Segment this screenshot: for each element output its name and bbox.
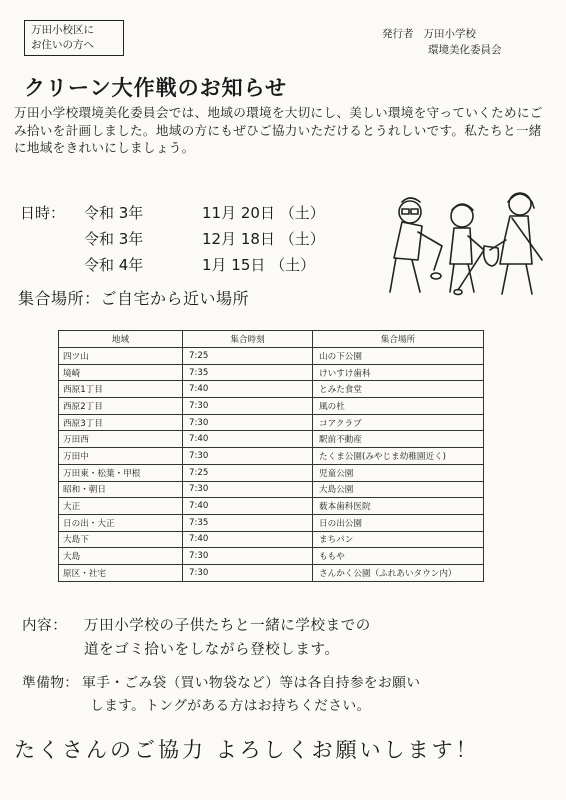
- table-row: [59, 464, 484, 481]
- date-row: [20, 252, 325, 278]
- preparation-label: 準備物：: [22, 675, 79, 691]
- time-cell: 7:30: [183, 448, 313, 465]
- table-row: [59, 448, 484, 465]
- area-cell: 万田西: [59, 431, 183, 448]
- preparation-line-1: 軍手・ごみ袋（買い物袋など）等は各自持参をお願い: [82, 675, 421, 691]
- issuer-committee: 環境美化委員会: [428, 44, 502, 56]
- time-cell: 7:30: [183, 564, 313, 581]
- content-line-1: 万田小学校の子供たちと一緒に学校までの: [84, 618, 371, 634]
- issuer-school: 万田小学校: [423, 28, 477, 40]
- preparation-line-2: します。トングがある方はお持ちください。: [90, 698, 371, 714]
- time-cell: 7:40: [183, 531, 313, 548]
- place-cell: 風の杜: [313, 398, 484, 415]
- dates-block: [20, 200, 325, 278]
- time-cell: 7:40: [183, 431, 313, 448]
- children-cleaning-illustration: [372, 180, 552, 300]
- place-cell: 駅前不動産: [313, 431, 484, 448]
- date-row: [20, 200, 325, 226]
- place-cell: けいすけ歯科: [313, 364, 484, 381]
- time-cell: 7:40: [183, 498, 313, 515]
- page-title: クリーン大作戦のお知らせ: [24, 76, 287, 100]
- place-cell: 児童公園: [313, 464, 484, 481]
- area-cell: 万田中: [59, 448, 183, 465]
- table-row: [59, 531, 484, 548]
- date-era: 令和 4年: [84, 256, 144, 274]
- table-row: [59, 348, 484, 365]
- header-area: 地域: [59, 331, 183, 348]
- dates-label: 日時：: [20, 204, 66, 222]
- time-cell: 7:30: [183, 414, 313, 431]
- header-place: 集合場所: [313, 331, 484, 348]
- place-cell: 大島公園: [313, 481, 484, 498]
- issuer-label: 発行者: [382, 28, 414, 40]
- table-row: [59, 431, 484, 448]
- date-row: [20, 226, 325, 252]
- place-cell: 日の出公園: [313, 514, 484, 531]
- date-month-day: 11月 20日 （土）: [202, 204, 325, 222]
- recipient-box: [24, 20, 124, 56]
- schedule-table: [58, 330, 484, 582]
- time-cell: 7:30: [183, 548, 313, 565]
- table-row: [59, 381, 484, 398]
- recipient-line-2: お住いの方へ: [31, 39, 94, 51]
- place-cell: たくま公園(みやじま幼稚園近く): [313, 448, 484, 465]
- preparation-section: [22, 672, 420, 718]
- date-era: 令和 3年: [84, 204, 144, 222]
- area-cell: 西原1丁目: [59, 381, 183, 398]
- place-cell: まちパン: [313, 531, 484, 548]
- recipient-line-1: 万田小校区に: [31, 24, 94, 36]
- time-cell: 7:25: [183, 464, 313, 481]
- date-month-day: 12月 18日 （土）: [202, 230, 325, 248]
- content-label: 内容：: [22, 618, 68, 634]
- place-cell: 山の下公園: [313, 348, 484, 365]
- time-cell: 7:40: [183, 381, 313, 398]
- time-cell: 7:30: [183, 481, 313, 498]
- time-cell: 7:25: [183, 348, 313, 365]
- content-line-2: 道をゴミ拾いをしながら登校します。: [84, 642, 340, 658]
- place-cell: とみた食堂: [313, 381, 484, 398]
- table-row: [59, 364, 484, 381]
- content-section: [22, 614, 371, 662]
- date-month-day: 1月 15日 （土）: [202, 256, 316, 274]
- header-time: 集合時刻: [183, 331, 313, 348]
- issuer-block: [382, 26, 502, 58]
- area-cell: 昭和・朝日: [59, 481, 183, 498]
- area-cell: 大島下: [59, 531, 183, 548]
- area-cell: 四ツ山: [59, 348, 183, 365]
- table-row: [59, 414, 484, 431]
- area-cell: 西原2丁目: [59, 398, 183, 415]
- table-row: [59, 564, 484, 581]
- closing-message: たくさんのご協力 よろしくお願いします！: [14, 738, 480, 762]
- table-row: [59, 398, 484, 415]
- area-cell: 万田東・松葉・甲根: [59, 464, 183, 481]
- table-row: [59, 498, 484, 515]
- intro-paragraph: 万田小学校環境美化委員会では、地域の環境を大切にし、美しい環境を守っていくためにごみ拾いを計画しました。地域の方にもぜひご協力いただけるとうれしいです。私たちと一緒に地域をきれいにしましょう。: [14, 105, 543, 155]
- time-cell: 7:35: [183, 514, 313, 531]
- meeting-place: 集合場所：ご自宅から近い場所: [18, 289, 250, 308]
- time-cell: 7:30: [183, 398, 313, 415]
- area-cell: 西原3丁目: [59, 414, 183, 431]
- place-cell: 薮本歯科医院: [313, 498, 484, 515]
- area-cell: 境崎: [59, 364, 183, 381]
- area-cell: 大島: [59, 548, 183, 565]
- time-cell: 7:35: [183, 364, 313, 381]
- table-row: [59, 548, 484, 565]
- table-header-row: [59, 331, 484, 348]
- date-era: 令和 3年: [84, 230, 144, 248]
- area-cell: 原区・社宅: [59, 564, 183, 581]
- place-cell: ももや: [313, 548, 484, 565]
- place-cell: コアクラブ: [313, 414, 484, 431]
- table-row: [59, 481, 484, 498]
- area-cell: 日の出・大正: [59, 514, 183, 531]
- table-row: [59, 514, 484, 531]
- area-cell: 大正: [59, 498, 183, 515]
- place-cell: さんかく公園（ふれあいタウン内）: [313, 564, 484, 581]
